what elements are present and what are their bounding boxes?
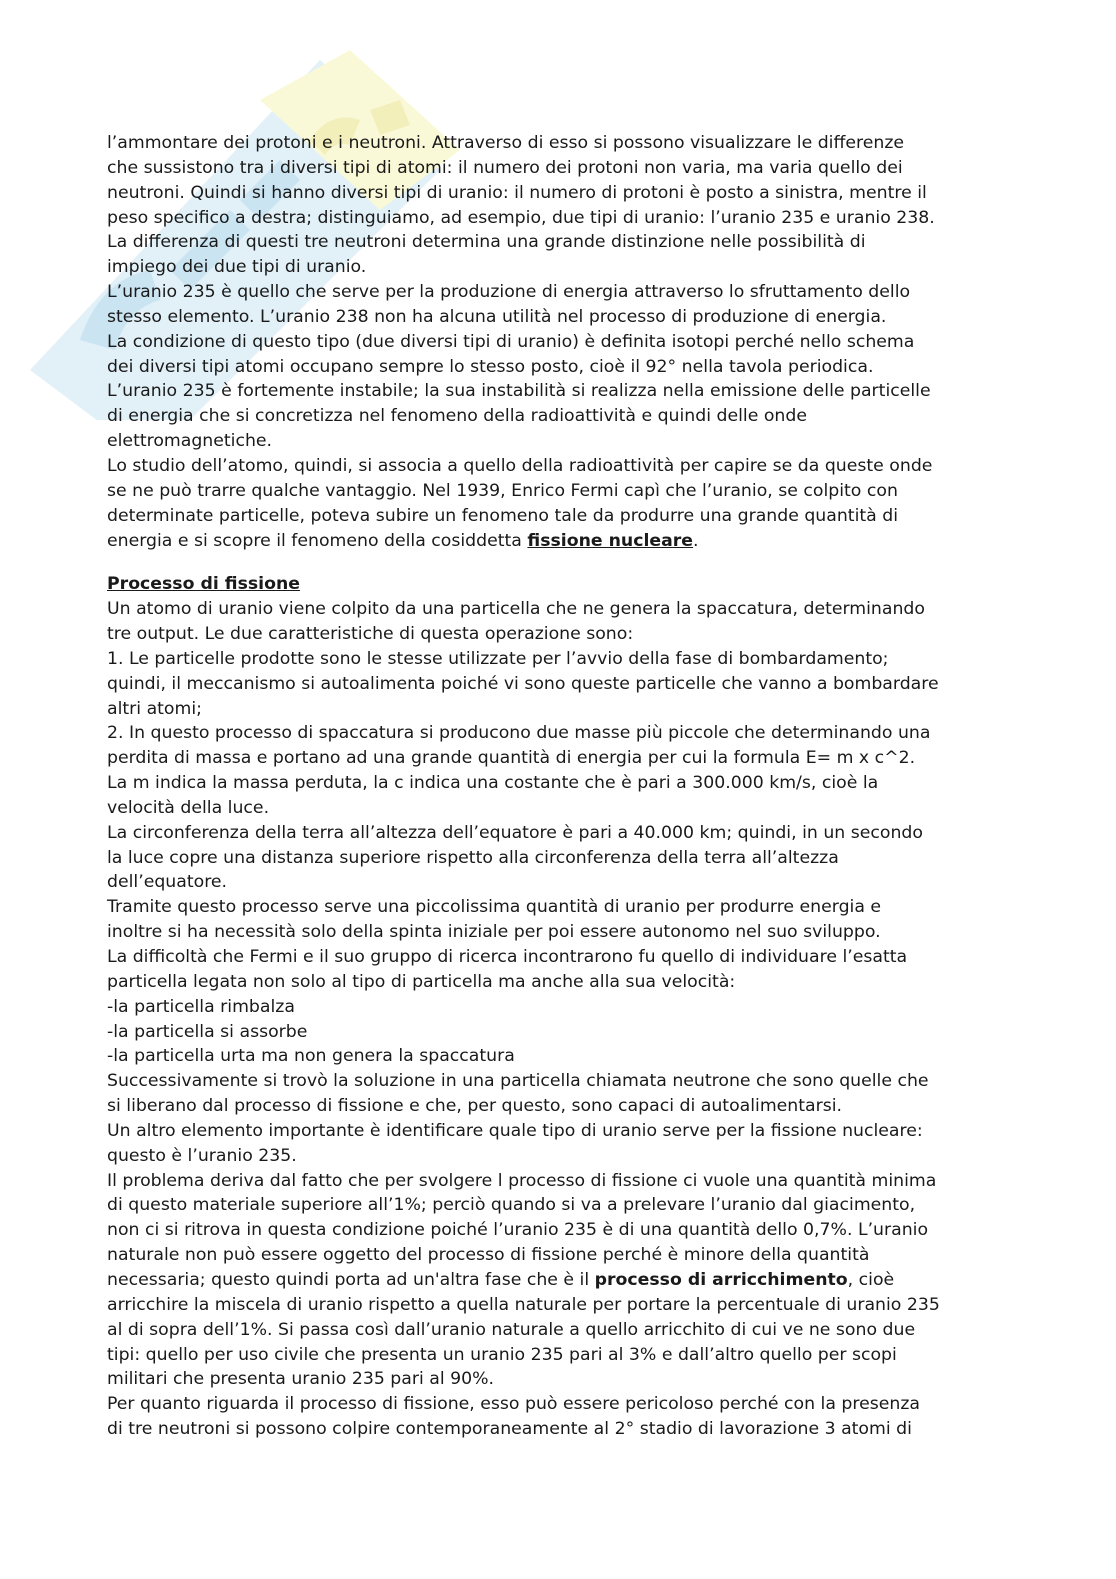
list-item: -la particella rimbalza (107, 996, 295, 1017)
text-line: La m indica la massa perduta, la c indica una costante che è pari a 300.000 km/s, cioè la (107, 773, 879, 794)
text-line: neutroni. Quindi si hanno diversi tipi di uranio: il numero di protoni è posto a sinistra, mentre il (107, 182, 927, 203)
text-line: particella legata non solo al tipo di particella ma anche alla sua velocità: (107, 971, 736, 992)
text-span: necessaria; questo quindi porta ad un'altra fase che è il (107, 1269, 595, 1290)
text-line: peso specifico a destra; distinguiamo, ad esempio, due tipi di uranio: l’uranio 235 e uranio 238. (107, 207, 935, 228)
text-line: dei diversi tipi atomi occupano sempre lo stesso posto, cioè il 92° nella tavola periodica. (107, 356, 874, 377)
text-line: 1. Le particelle prodotte sono le stesse utilizzate per l’avvio della fase di bombardamento; (107, 648, 889, 669)
text-line: questo è l’uranio 235. (107, 1145, 297, 1166)
text-line: Successivamente si trovò la soluzione in una particella chiamata neutrone che sono quelle che (107, 1071, 929, 1092)
text-line: La difficoltà che Fermi e il suo gruppo di ricerca incontrarono fu quello di individuare l’esatta (107, 947, 908, 967)
text-line: velocità della luce. (107, 797, 270, 818)
text-line: Per quanto riguarda il processo di fissione, esso può essere pericoloso perché con la presenza (107, 1394, 921, 1415)
text-line: La circonferenza della terra all’altezza dell’equatore è pari a 40.000 km; quindi, in un secondo (107, 822, 923, 843)
section-heading: Processo di fissione (107, 574, 300, 595)
text-line: se ne può trarre qualche vantaggio. Nel 1939, Enrico Fermi capì che l’uranio, se colpito con (107, 480, 898, 501)
text-line: tre output. Le due caratteristiche di questa operazione sono: (107, 624, 634, 645)
text-line: militari che presenta uranio 235 pari al 90%. (107, 1369, 495, 1390)
text-line: elettromagnetiche. (107, 431, 273, 452)
text-line: che sussistono tra i diversi tipi di atomi: il numero dei protoni non varia, ma varia quello dei (107, 157, 903, 178)
text-line: determinate particelle, poteva subire un fenomeno tale da produrre una grande quantità di (107, 505, 899, 526)
text-line: Il problema deriva dal fatto che per svolgere l processo di fissione ci vuole una quantità minima (107, 1170, 937, 1191)
text-line: Lo studio dell’atomo, quindi, si associa a quello della radioattività per capire se da queste onde (107, 455, 933, 476)
text-line: L’uranio 235 è quello che serve per la produzione di energia attraverso lo sfruttamento dello (107, 282, 911, 303)
text-line: non ci si ritrova in questa condizione poiché l’uranio 235 è di una quantità dello 0,7%. L’uranio (107, 1220, 929, 1241)
text-span: energia e si scopre il fenomeno della cosiddetta (107, 530, 528, 551)
paragraph-gap (107, 553, 1012, 572)
text-line: al di sopra dell’1%. Si passa così dall’uranio naturale a quello arricchito di cui ve ne sono due (107, 1319, 916, 1340)
text-line (107, 529, 1012, 554)
list-item: -la particella urta ma non genera la spaccatura (107, 1046, 515, 1067)
text-span: . (693, 530, 699, 551)
text-line: dell’equatore. (107, 872, 228, 893)
text-line: Tramite questo processo serve una piccolissima quantità di uranio per produrre energia e (107, 897, 882, 918)
text-line: di tre neutroni si possono colpire contemporaneamente al 2° stadio di lavorazione 3 atomi di (107, 1419, 912, 1440)
text-line: tipi: quello per uso civile che presenta un uranio 235 pari al 3% e dall’altro quello per scopi (107, 1344, 897, 1365)
text-line: perdita di massa e portano ad una grande quantità di energia per cui la formula E= m x c^2. (107, 748, 916, 769)
text-line: naturale non può essere oggetto del processo di fissione perché è minore della quantità (107, 1245, 870, 1266)
text-line: stesso elemento. L’uranio 238 non ha alcuna utilità nel processo di produzione di energia. (107, 306, 887, 327)
document-page (107, 131, 1012, 1442)
text-line: arricchire la miscela di uranio rispetto a quella naturale per portare la percentuale di uranio 235 (107, 1294, 940, 1315)
text-line: si liberano dal processo di fissione e che, per questo, sono capaci di autoalimentarsi. (107, 1096, 843, 1117)
list-item: -la particella si assorbe (107, 1021, 308, 1042)
text-line: inoltre si ha necessità solo della spinta iniziale per poi essere autonomo nel suo sviluppo. (107, 922, 881, 943)
fissione-nucleare-term: fissione nucleare (527, 530, 694, 551)
text-line: La differenza di questi tre neutroni determina una grande distinzione nelle possibilità di (107, 232, 866, 253)
text-line: impiego dei due tipi di uranio. (107, 257, 367, 278)
text-line (107, 1268, 1012, 1293)
text-line: Un atomo di uranio viene colpito da una particella che ne genera la spaccatura, determinando (107, 599, 925, 620)
text-line: quindi, il meccanismo si autoalimenta poiché vi sono queste particelle che vanno a bombardare (107, 673, 939, 694)
text-span: , cioè (847, 1269, 895, 1290)
text-line: l’ammontare dei protoni e i neutroni. Attraverso di esso si possono visualizzare le differenze (107, 133, 905, 153)
text-line: di questo materiale superiore all’1%; perciò quando si va a prelevare l’uranio dal giacimento, (107, 1195, 916, 1216)
text-line: La condizione di questo tipo (due diversi tipi di uranio) è definita isotopi perché nello schema (107, 331, 915, 352)
text-line: L’uranio 235 è fortemente instabile; la sua instabilità si realizza nella emissione delle particelle (107, 381, 931, 402)
processo-arricchimento-term: processo di arricchimento (594, 1269, 848, 1290)
text-line: la luce copre una distanza superiore rispetto alla circonferenza della terra all’altezza (107, 847, 839, 868)
text-line: di energia che si concretizza nel fenomeno della radioattività e quindi delle onde (107, 406, 807, 427)
text-line: Un altro elemento importante è identificare quale tipo di uranio serve per la fissione nucleare: (107, 1120, 923, 1141)
text-line: altri atomi; (107, 698, 202, 719)
text-line: 2. In questo processo di spaccatura si producono due masse più piccole che determinando una (107, 723, 931, 744)
